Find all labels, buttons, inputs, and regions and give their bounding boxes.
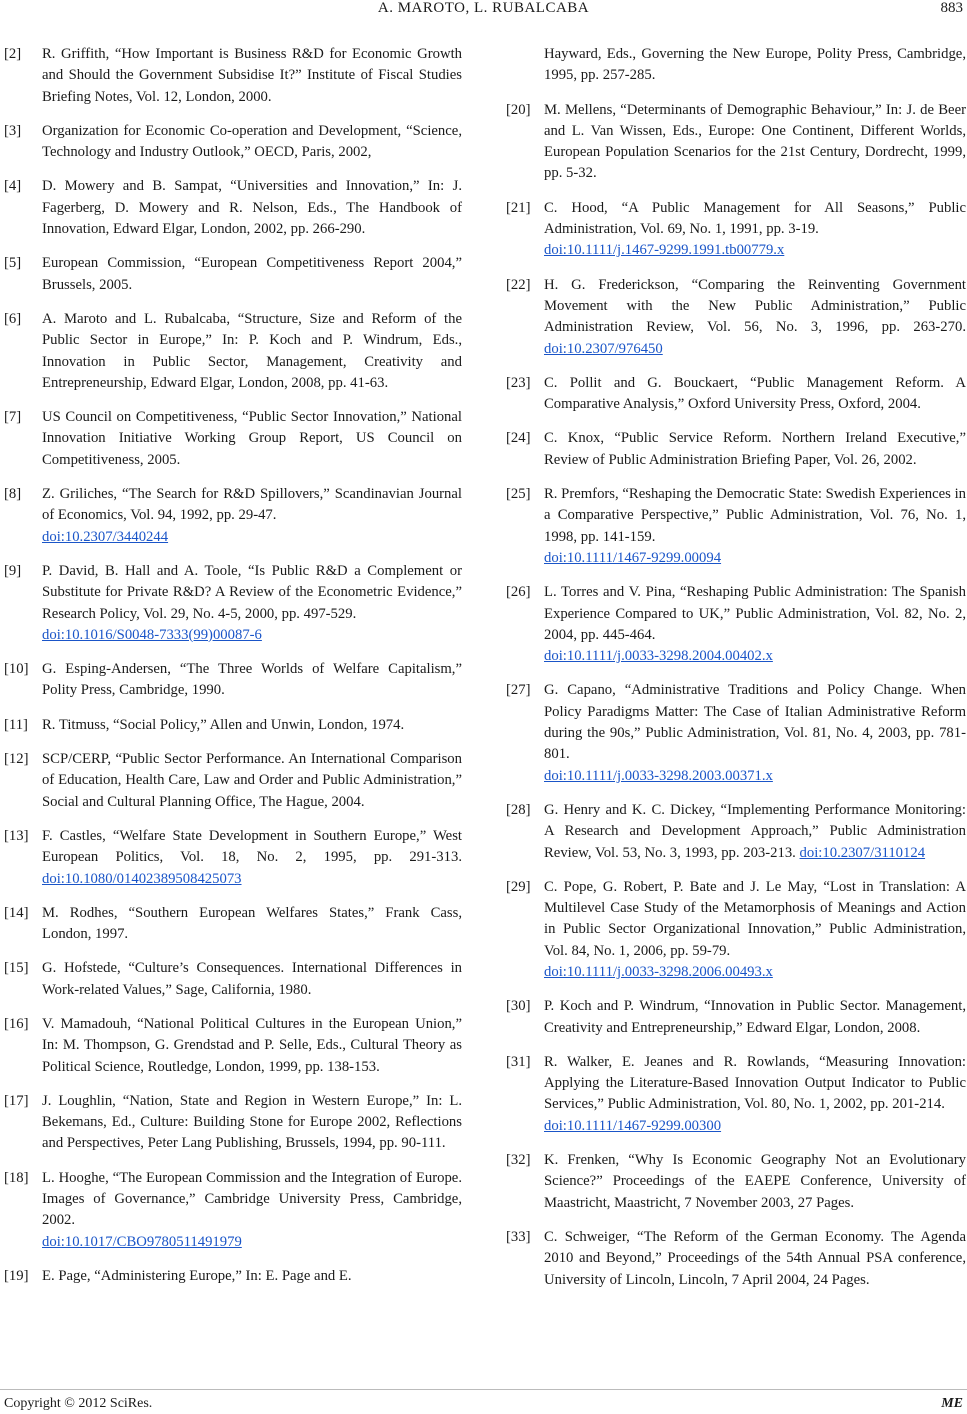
reference-entry [506, 100, 966, 185]
doi-link[interactable]: doi:10.1016/S0048-7333(99)00087-6 [42, 626, 262, 643]
doi-link[interactable]: doi:10.1111/j.0033-3298.2006.00493.x [544, 963, 773, 980]
doi-link[interactable]: doi:10.1017/CBO9780511491979 [42, 1233, 242, 1250]
reference-entry [4, 1014, 462, 1078]
reference-entry [4, 253, 462, 296]
reference-entry [506, 198, 966, 262]
reference-number: [20] [506, 101, 531, 118]
reference-number: [19] [4, 1267, 29, 1284]
reference-entry [4, 1091, 462, 1155]
reference-text: M. Mellens, “Determinants of Demographic Behaviour,” In: J. de Beer and L. Van Wissen, Eds., Europe: One Continent, Different Worlds, European Population Scenarios for the 21st Century, Dordrecht, 1999, pp. 5-32. [544, 101, 966, 182]
reference-number: [16] [4, 1015, 29, 1032]
reference-number: [21] [506, 199, 531, 216]
reference-number: [10] [4, 661, 29, 678]
reference-entry [4, 309, 462, 394]
reference-entry [506, 1150, 966, 1214]
reference-entry [506, 1052, 966, 1137]
reference-number: [27] [506, 682, 531, 699]
reference-number: [11] [4, 716, 28, 733]
reference-text: C. Pollit and G. Bouckaert, “Public Management Reform. A Comparative Analysis,” Oxford University Press, Oxford, 2004. [544, 374, 966, 413]
reference-text: D. Mowery and B. Sampat, “Universities and Innovation,” In: J. Fagerberg, D. Mowery and R. Nelson, Eds., The Handbook of Innovation, Edward Elgar, London, 2002, pp. 266-290. [42, 178, 462, 238]
reference-text: R. Titmuss, “Social Policy,” Allen and Unwin, London, 1974. [42, 716, 405, 733]
copyright-notice: Copyright © 2012 SciRes. [4, 1396, 153, 1411]
reference-entry [4, 484, 462, 548]
reference-text: US Council on Competitiveness, “Public Sector Innovation,” National Innovation Initiative Working Group Report, US Council on Competitiveness, 2005. [42, 409, 462, 468]
reference-entry [506, 996, 966, 1039]
reference-entry [4, 958, 462, 1001]
reference-number: [2] [4, 46, 22, 62]
reference-number: [18] [4, 1169, 29, 1186]
reference-text: G. Hofstede, “Culture’s Consequences. International Differences in Work-related Values,” Sage, California, 1980. [42, 960, 462, 998]
reference-number: [30] [506, 998, 531, 1015]
reference-entry [506, 877, 966, 983]
reference-number: [13] [4, 827, 29, 844]
reference-entry [4, 44, 462, 108]
reference-entry [506, 373, 966, 416]
reference-number: [17] [4, 1092, 29, 1109]
reference-number: [29] [506, 878, 531, 895]
reference-number: [3] [4, 122, 22, 139]
reference-entry [4, 1168, 462, 1253]
reference-number: [28] [506, 801, 531, 818]
reference-text: V. Mamadouh, “National Political Cultures in the European Union,” In: M. Thompson, G. Grendstad and P. Selle, Eds., Cultural Theory as Political Science, Routledge, London, 1999, pp. 138-153. [42, 1015, 462, 1075]
reference-entry [4, 659, 462, 702]
reference-number: [4] [4, 178, 22, 195]
reference-number: [6] [4, 310, 22, 327]
reference-entry [506, 800, 966, 864]
reference-text: C. Schweiger, “The Reform of the German Economy. The Agenda 2010 and Beyond,” Proceedings of the 54th Annual PSA conference, University of Lincoln, Lincoln, 7 April 2004, 24 Pages. [544, 1228, 966, 1288]
reference-entry [4, 561, 462, 646]
reference-text: P. David, B. Hall and A. Toole, “Is Public R&D a Complement or Substitute for Private R&D? A Review of the Econometric Evidence,” Research Policy, Vol. 29, No. 4-5, 2000, pp. 497-529. [42, 562, 462, 622]
reference-text: G. Henry and K. C. Dickey, “Implementing Performance Monitoring: A Research and Development Approach,” Public Administration Review, Vol. 53, No. 3, 1993, pp. 203-213. [544, 801, 966, 861]
reference-text: Hayward, Eds., Governing the New Europe, Polity Press, Cambridge, 1995, pp. 257-285. [544, 46, 966, 84]
reference-entry [4, 903, 462, 946]
reference-number: [22] [506, 276, 531, 293]
reference-text: F. Castles, “Welfare State Development in Southern Europe,” West European Politics, Vol. 18, No. 2, 1995, pp. 291-313. [42, 827, 462, 866]
reference-number: [31] [506, 1053, 531, 1070]
reference-entry [506, 44, 966, 87]
reference-number: [24] [506, 430, 531, 447]
reference-text: G. Capano, “Administrative Traditions and Policy Change. When Policy Paradigms Matter: The Case of Italian Administrative Reform during the 90s,” Public Administration, Vol. 81, No. 4, 2003, pp. 781-801. [544, 682, 966, 763]
reference-text: C. Pope, G. Robert, P. Bate and J. Le May, “Lost in Translation: A Multilevel Case Study of the Metamorphosis of Meanings and Action in Public Sector Organizational Innovation,” Public Administration, Vol. 84, No. 1, 2006, pp. 59-79. [544, 878, 966, 959]
reference-text: R. Walker, E. Jeanes and R. Rowlands, “Measuring Innovation: Applying the Literature-Based Innovation Output Indicator to Public Services,” Public Administration, Vol. 80, No. 1, 2002, pp. 201-214. [544, 1053, 966, 1113]
reference-entry [4, 121, 462, 164]
reference-text: H. G. Frederickson, “Comparing the Reinventing Government Movement with the New Public Administration,” Public Administration Review, Vol. 56, No. 3, 1996, pp. 263-270. [544, 276, 966, 336]
reference-number: [12] [4, 751, 29, 768]
reference-entry [4, 715, 462, 736]
reference-text: Z. Griliches, “The Search for R&D Spillovers,” Scandinavian Journal of Economics, Vol. 94, 1992, pp. 29-47. [42, 486, 462, 524]
reference-text: C. Knox, “Public Service Reform. Northern Ireland Executive,” Review of Public Administration Briefing Paper, Vol. 26, 2002. [544, 430, 966, 468]
reference-number: [23] [506, 374, 531, 391]
reference-text: G. Esping-Andersen, “The Three Worlds of Welfare Capitalism,” Polity Press, Cambridge, 1990. [42, 661, 462, 699]
reference-text: P. Koch and P. Windrum, “Innovation in Public Sector. Management, Creativity and Entrepreneurship,” Edward Elgar, London, 2008. [544, 998, 966, 1036]
reference-text: R. Griffith, “How Important is Business R&D for Economic Growth and Should the Government Subsidise It?” Institute of Fiscal Studies Briefing Notes, Vol. 12, London, 2000. [42, 46, 462, 105]
references-right-column [506, 44, 966, 1304]
reference-text: European Commission, “European Competitiveness Report 2004,” Brussels, 2005. [42, 255, 462, 293]
reference-text: M. Rodhes, “Southern European Welfares States,” Frank Cass, London, 1997. [42, 904, 462, 943]
reference-text: SCP/CERP, “Public Sector Performance. An International Comparison of Education, Health Care, Law and Order and Public Administration,” Social and Cultural Planning Office, The Hague, 2004. [42, 751, 462, 810]
reference-text: A. Maroto and L. Rubalcaba, “Structure, Size and Reform of the Public Sector in Europe,” In: P. Koch and P. Windrum, Eds., Innovation in Public Sector, Management, Creativity and Entrepreneurship, Edward Elgar, London, 2008, pp. 41-63. [42, 310, 462, 391]
reference-entry [4, 826, 462, 890]
reference-entry [506, 428, 966, 471]
reference-number: [26] [506, 584, 531, 601]
reference-number: [15] [4, 960, 29, 977]
running-header: A. MAROTO, L. RUBALCABA [377, 0, 590, 16]
reference-number: [32] [506, 1152, 531, 1169]
reference-text: E. Page, “Administering Europe,” In: E. Page and E. [42, 1267, 352, 1284]
reference-entry [506, 1227, 966, 1291]
reference-entry [506, 275, 966, 360]
reference-text: C. Hood, “A Public Management for All Seasons,” Public Administration, Vol. 69, No. 1, 1991, pp. 3-19. [544, 199, 966, 238]
page-number: 883 [940, 0, 963, 16]
doi-link[interactable]: doi:10.1080/01402389508425073 [42, 870, 242, 887]
references-left-column [4, 44, 462, 1300]
reference-number: [14] [4, 904, 29, 921]
reference-number: [25] [506, 486, 531, 503]
reference-text: L. Hooghe, “The European Commission and the Integration of Europe. Images of Governance,” Cambridge University Press, Cambridge, 2002. [42, 1169, 462, 1229]
doi-link[interactable]: doi:10.1111/1467-9299.00300 [544, 1117, 722, 1134]
reference-entry [506, 680, 966, 786]
reference-entry [506, 582, 966, 667]
doi-link[interactable]: doi:10.2307/3110124 [799, 844, 926, 861]
reference-text: K. Frenken, “Why Is Economic Geography Not an Evolutionary Science?” Proceedings of the EAEPE Conference, University of Maastricht, Maastricht, 7 November 2003, 27 Pages. [544, 1152, 966, 1211]
reference-number: [9] [4, 562, 22, 579]
reference-entry [4, 1266, 462, 1287]
doi-link[interactable]: doi:10.1111/1467-9299.00094 [544, 549, 722, 566]
reference-text: R. Premfors, “Reshaping the Democratic State: Swedish Experiences in a Comparative Perspective,” Public Administration, Vol. 76, No. 1, 1998, pp. 141-159. [544, 486, 966, 545]
reference-entry [4, 176, 462, 240]
doi-link[interactable]: doi:10.2307/976450 [544, 340, 663, 357]
doi-link[interactable]: doi:10.1111/j.1467-9299.1991.tb00779.x [544, 242, 785, 259]
reference-number: [33] [506, 1228, 531, 1245]
footer-divider [0, 1389, 967, 1390]
reference-text: J. Loughlin, “Nation, State and Region in Western Europe,” In: L. Bekemans, Ed., Culture: Building Stone for Europe 2002, Reflections and Perspectives, Peter Lang Publishing, Brussels, 1994, pp. 90-111. [42, 1092, 462, 1152]
reference-entry [4, 749, 462, 813]
reference-number: [5] [4, 255, 22, 272]
journal-abbrev: ME [941, 1396, 963, 1411]
doi-link[interactable]: doi:10.1111/j.0033-3298.2004.00402.x [544, 648, 773, 665]
reference-entry [4, 407, 462, 471]
reference-text: L. Torres and V. Pina, “Reshaping Public Administration: The Spanish Experience Compared to UK,” Public Administration, Vol. 82, No. 2, 2004, pp. 445-464. [544, 584, 966, 643]
doi-link[interactable]: doi:10.1111/j.0033-3298.2003.00371.x [544, 767, 773, 784]
doi-link[interactable]: doi:10.2307/3440244 [42, 528, 169, 545]
reference-number: [8] [4, 486, 22, 503]
reference-number: [7] [4, 409, 22, 426]
reference-entry [506, 484, 966, 569]
reference-text: Organization for Economic Co-operation and Development, “Science, Technology and Industry Outlook,” OECD, Paris, 2002, [42, 122, 462, 161]
